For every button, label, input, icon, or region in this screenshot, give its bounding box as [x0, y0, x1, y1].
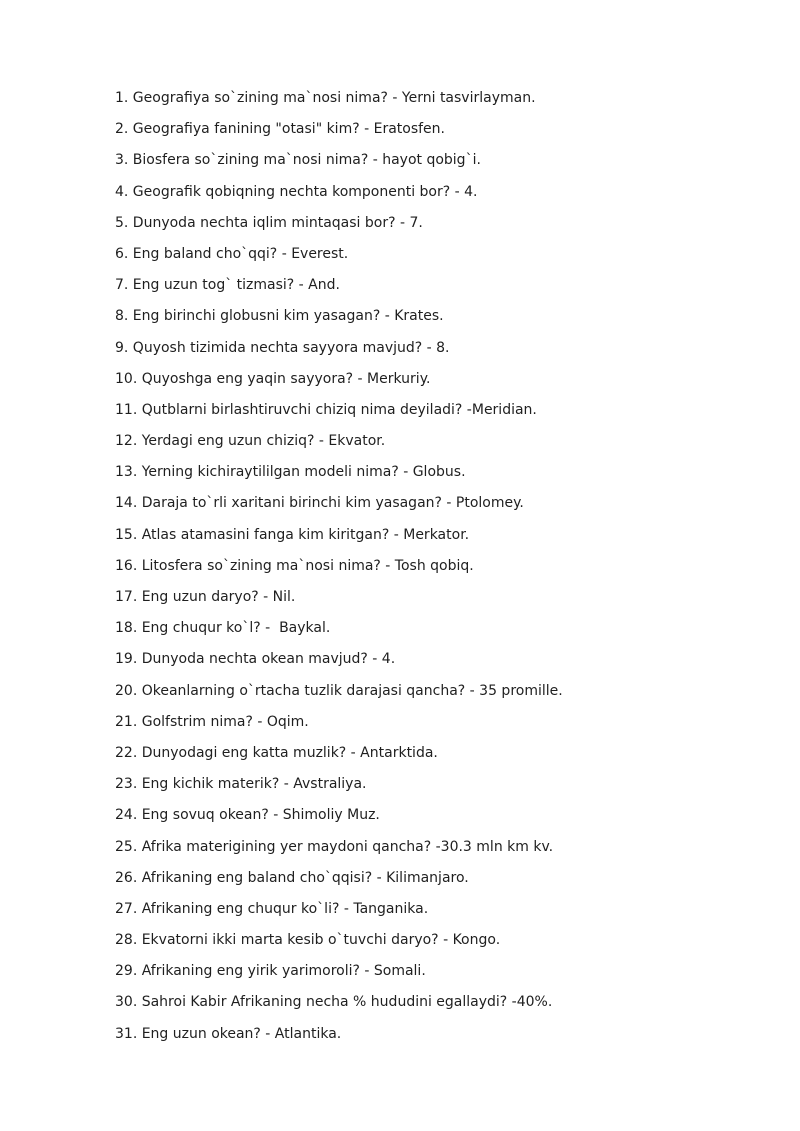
list-item: 12. Yerdagi eng uzun chiziq? - Ekvator. [115, 433, 386, 450]
list-item: 3. Biosfera so`zining ma`nosi nima? - hayot qobig`i. [115, 152, 481, 169]
list-item: 18. Eng chuqur ko`l? - Baykal. [115, 620, 331, 637]
list-item: 19. Dunyoda nechta okean mavjud? - 4. [115, 651, 396, 668]
list-item: 8. Eng birinchi globusni kim yasagan? - Krates. [115, 308, 444, 325]
list-item: 24. Eng sovuq okean? - Shimoliy Muz. [115, 807, 380, 824]
list-item: 9. Quyosh tizimida nechta sayyora mavjud? - 8. [115, 339, 450, 356]
list-item: 17. Eng uzun daryo? - Nil. [115, 589, 296, 605]
list-item: 15. Atlas atamasini fanga kim kiritgan? - Merkator. [115, 526, 470, 543]
list-item: 6. Eng baland cho`qqi? - Everest. [115, 245, 349, 262]
list-item: 30. Sahroi Kabir Afrikaning necha % hududini egallaydi? -40%. [115, 994, 553, 1011]
list-item: 11. Qutblarni birlashtiruvchi chiziq nima deyiladi? -Meridian. [115, 401, 537, 418]
list-item: 22. Dunyodagi eng katta muzlik? - Antarktida. [115, 744, 438, 761]
list-item: 13. Yerning kichiraytililgan modeli nima? - Globus. [115, 464, 466, 481]
list-item: 28. Ekvatorni ikki marta kesib o`tuvchi daryo? - Kongo. [115, 932, 501, 949]
list-item: 4. Geografik qobiqning nechta komponenti bor? - 4. [115, 183, 478, 200]
list-item: 10. Quyoshga eng yaqin sayyora? - Merkuriy. [115, 370, 431, 387]
list-item: 14. Daraja to`rli xaritani birinchi kim yasagan? - Ptolomey. [115, 495, 524, 512]
list-item: 23. Eng kichik materik? - Avstraliya. [115, 776, 367, 793]
question-answer-list [115, 86, 755, 1053]
list-item: 20. Okeanlarning o`rtacha tuzlik darajasi qancha? - 35 promille. [115, 682, 563, 699]
list-item: 29. Afrikaning eng yirik yarimoroli? - Somali. [115, 963, 426, 980]
list-item: 16. Litosfera so`zining ma`nosi nima? - Tosh qobiq. [115, 557, 474, 574]
list-item: 25. Afrika materigining yer maydoni qancha? -30.3 mln km kv. [115, 838, 554, 855]
list-item: 27. Afrikaning eng chuqur ko`li? - Tanganika. [115, 900, 429, 917]
list-item: 21. Golfstrim nima? - Oqim. [115, 713, 309, 730]
list-item: 2. Geografiya fanining "otasi" kim? - Eratosfen. [115, 121, 445, 138]
list-item: 31. Eng uzun okean? - Atlantika. [115, 1025, 342, 1042]
list-item: 26. Afrikaning eng baland cho`qqisi? - Kilimanjaro. [115, 869, 469, 886]
list-item: 5. Dunyoda nechta iqlim mintaqasi bor? - 7. [115, 214, 423, 231]
list-item: 1. Geografiya so`zining ma`nosi nima? - Yerni tasvirlayman. [115, 90, 536, 106]
list-item: 7. Eng uzun tog` tizmasi? - And. [115, 277, 340, 294]
